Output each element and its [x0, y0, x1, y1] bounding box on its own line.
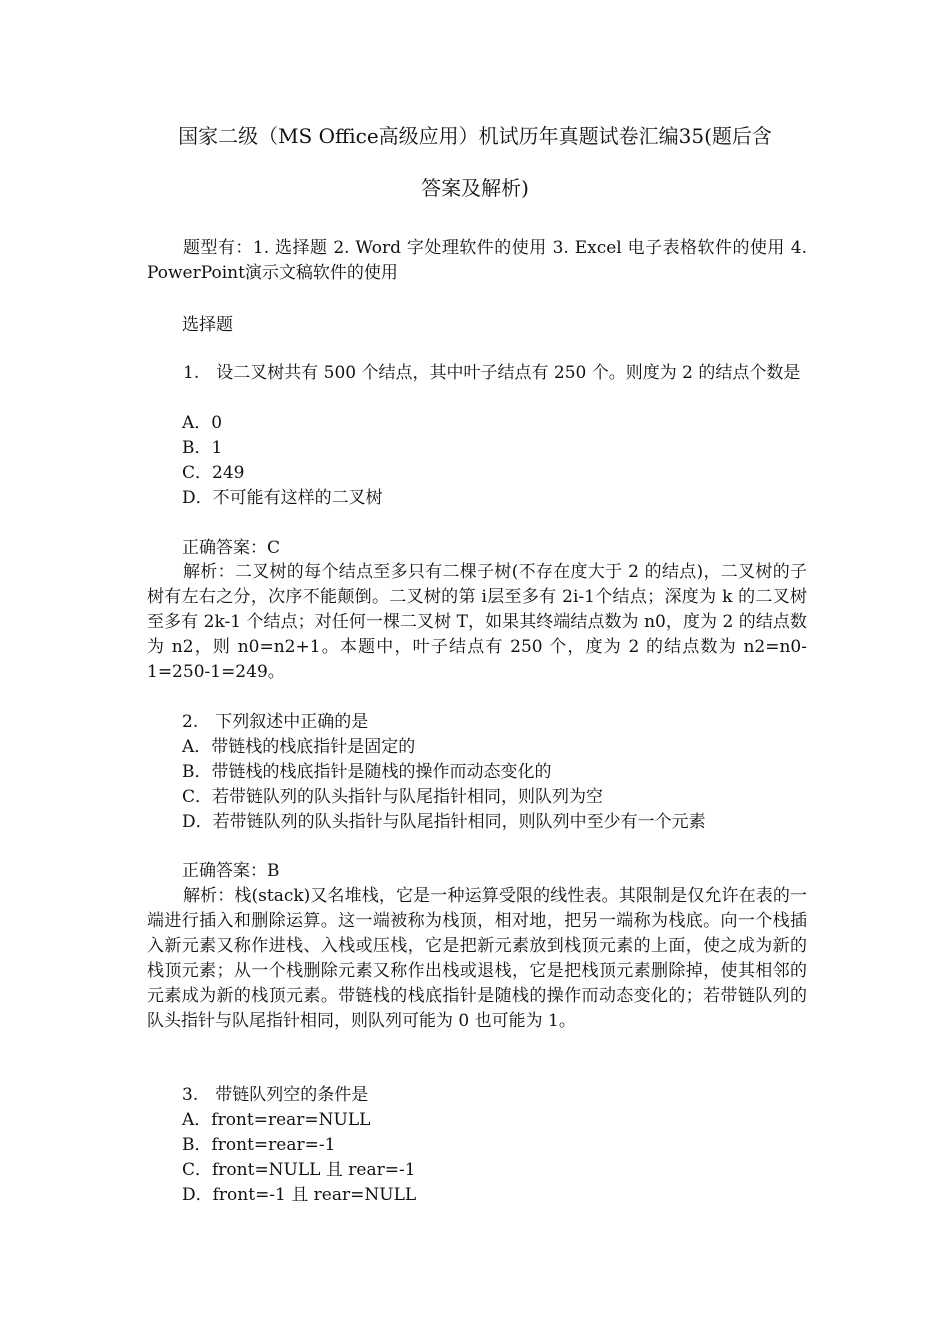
question-2-option-d: D．若带链队列的队头指针与队尾指针相同，则队列中至少有一个元素 [182, 812, 706, 832]
question-1-option-c: C．249 [182, 463, 245, 483]
question-1-analysis: 解析：二叉树的每个结点至多只有二棵子树(不存在度大于 2 的结点)，二叉树的子树有左右之分，次序不能颠倒。二叉树的第 i层至多有 2i-1个结点；深度为 k 的二叉树至多有 2k-1 个结点；对任何一棵二叉树 T，如果其终端结点数为 n0，度为 2 的结点数为 n2，则 n0=n2+1。本题中，叶子结点有 250 个，度为 2 的结点数为 n2=n0-1=250-1=249。 [147, 562, 807, 682]
question-types-intro: 题型有：1. 选择题 2. Word 字处理软件的使用 3. Excel 电子表格软件的使用 4. PowerPoint演示文稿软件的使用 [147, 238, 807, 283]
question-3-option-b: B．front=rear=-1 [182, 1135, 336, 1155]
question-1-option-b: B．1 [182, 438, 223, 458]
question-2-answer: 正确答案：B [182, 861, 280, 881]
question-2-analysis: 解析：栈(stack)又名堆栈，它是一种运算受限的线性表。其限制是仅允许在表的一端进行插入和删除运算。这一端被称为栈顶，相对地，把另一端称为栈底。向一个栈插入新元素又称作进栈、入栈或压栈，它是把新元素放到栈顶元素的上面，使之成为新的栈顶元素；从一个栈删除元素又称作出栈或退栈，它是把栈顶元素删除掉，使其相邻的元素成为新的栈顶元素。带链栈的栈底指针是随栈的操作而动态变化的；若带链队列的队头指针与队尾指针相同，则队列可能为 0 也可能为 1。 [147, 886, 807, 1031]
document-title-line-1: 国家二级（MS Office高级应用）机试历年真题试卷汇编35(题后含 [178, 124, 772, 148]
question-2-option-a: A．带链栈的栈底指针是固定的 [182, 737, 416, 757]
question-1-option-a: A．0 [182, 413, 223, 433]
question-2-option-b: B．带链栈的栈底指针是随栈的操作而动态变化的 [182, 762, 552, 782]
question-3-option-c: C．front=NULL 且 rear=-1 [182, 1160, 416, 1180]
question-3-option-d: D．front=-1 且 rear=NULL [182, 1185, 417, 1205]
question-2-stem: 2. 下列叙述中正确的是 [182, 712, 369, 732]
document-title-line-2: 答案及解析) [421, 176, 529, 200]
question-3-stem: 3. 带链队列空的条件是 [182, 1085, 369, 1105]
question-3-option-a: A．front=rear=NULL [182, 1110, 371, 1130]
question-2-option-c: C．若带链队列的队头指针与队尾指针相同，则队列为空 [182, 787, 604, 807]
question-1-answer: 正确答案：C [182, 538, 281, 558]
question-1-stem: 1. 设二叉树共有 500 个结点，其中叶子结点有 250 个。则度为 2 的结点个数是 [183, 363, 801, 383]
section-heading: 选择题 [182, 315, 233, 335]
question-1-option-d: D．不可能有这样的二叉树 [182, 488, 383, 508]
